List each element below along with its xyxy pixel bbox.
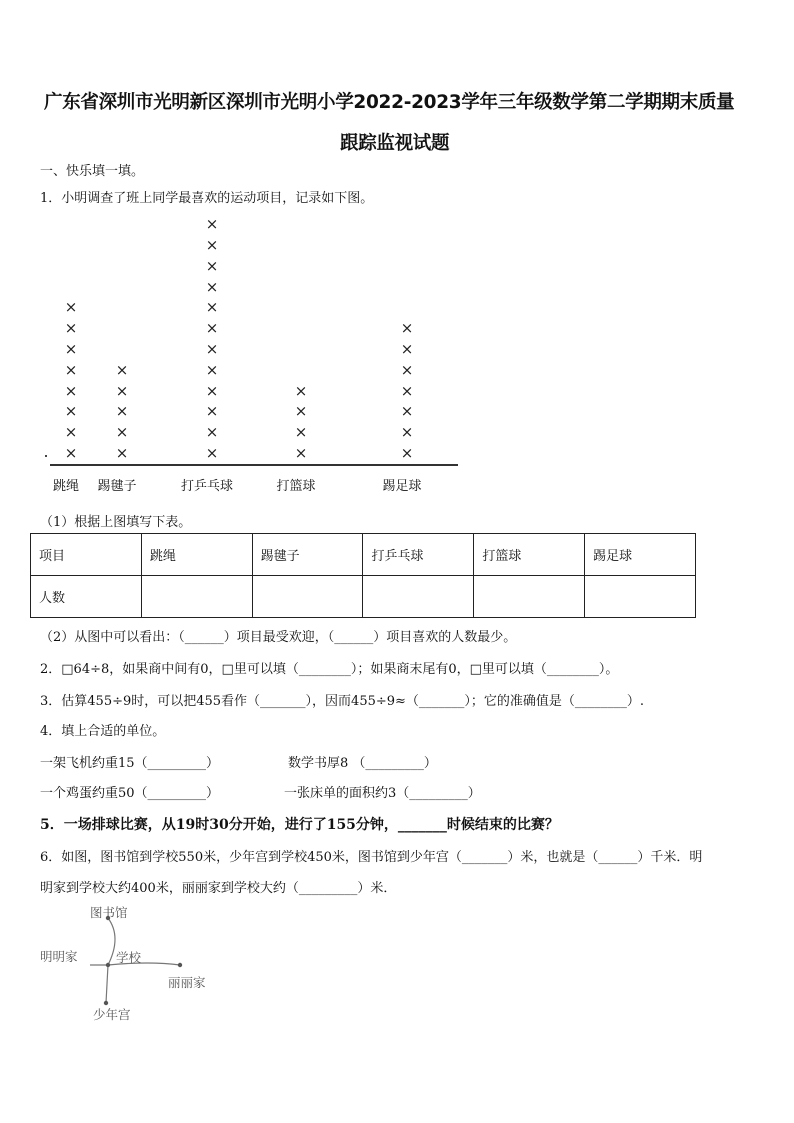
pictograph-mark: × xyxy=(205,444,219,462)
section-heading: 一、快乐填一填。 xyxy=(40,164,145,179)
table-row xyxy=(31,576,696,618)
school-point xyxy=(106,963,110,967)
question-2-text: 2．□64÷8，如果商中间有0，□里可以填（________）；如果商末尾有0，□里可以填（________）。 xyxy=(40,662,619,677)
pictograph-mark: × xyxy=(205,423,219,442)
route-school-youth-palace xyxy=(106,965,108,1003)
pictograph-mark: × xyxy=(205,277,219,296)
pictograph-mark: × xyxy=(294,423,308,442)
question-3-text: 3．估算455÷9时，可以把455看作（_______），因而455÷9≈（_______）；它的准确值是（________）. xyxy=(40,694,645,709)
pictograph-mark: × xyxy=(205,402,219,421)
pictograph-mark: × xyxy=(400,423,414,442)
pictograph-mark: × xyxy=(400,319,414,338)
pictograph-mark: × xyxy=(64,319,78,338)
question-4-d: 一张床单的面积约3（_________） xyxy=(284,786,481,801)
pictograph-mark: × xyxy=(294,381,308,400)
table-header-cell: 打篮球 xyxy=(474,534,585,576)
table-header-cell: 踢毽子 xyxy=(252,534,363,576)
table-input-cell[interactable] xyxy=(141,576,252,618)
table-header-cell: 打乒乓球 xyxy=(363,534,474,576)
question-1-text: 1．小明调查了班上同学最喜欢的运动项目，记录如下图。 xyxy=(40,191,374,206)
table-header-cell: 跳绳 xyxy=(141,534,252,576)
pictograph-mark: × xyxy=(205,381,219,400)
map-label-lili: 丽丽家 xyxy=(168,975,206,990)
map-label-school: 学校 xyxy=(116,950,142,965)
question-5-text: 5．一场排球比赛，从19时30分开始，进行了155分钟，_______时候结束的比赛？ xyxy=(40,817,559,833)
route-library-school xyxy=(108,918,115,965)
table-header-cell: 踢足球 xyxy=(585,534,696,576)
pictograph-category-label: 跳绳 xyxy=(52,479,80,494)
question-4-c: 一个鸡蛋约重50（_________） xyxy=(40,786,220,801)
question-6-line2: 明家到学校大约400米，丽丽家到学校大约（_________）米． xyxy=(40,881,397,896)
question-4-text: 4．填上合适的单位。 xyxy=(40,724,166,739)
question-1-sub1: （1）根据上图填写下表。 xyxy=(40,515,192,530)
map-label-mingming: 明明家 xyxy=(40,949,78,964)
pictograph-mark: × xyxy=(64,444,78,462)
question-1-sub2: （2）从图中可以看出：（______）项目最受欢迎，（______）项目喜欢的人数最少。 xyxy=(40,630,517,645)
pictograph-mark: × xyxy=(64,340,78,358)
pictograph-baseline xyxy=(50,464,458,466)
pictograph-mark: × xyxy=(400,444,414,462)
pictograph-category-label: 踢足球 xyxy=(382,479,422,494)
pictograph-category-label: 踢毽子 xyxy=(97,479,137,494)
page-title-line2: 跟踪监视试题 xyxy=(340,133,450,154)
pictograph-mark: × xyxy=(294,402,308,421)
table-row-label: 人数 xyxy=(31,576,142,618)
pictograph-mark: × xyxy=(205,236,219,254)
table-input-cell[interactable] xyxy=(363,576,474,618)
pictograph-mark: × xyxy=(115,381,129,400)
pictograph-mark: × xyxy=(64,402,78,421)
lili-point xyxy=(178,963,182,967)
map-label-youth-palace: 少年宫 xyxy=(93,1007,131,1022)
page-title-line1: 广东省深圳市光明新区深圳市光明小学2022-2023学年三年级数学第二学期期末质量 xyxy=(44,92,735,113)
fill-table xyxy=(30,533,696,618)
question-4-b: 数学书厚8 （_________） xyxy=(288,756,437,771)
table-input-cell[interactable] xyxy=(474,576,585,618)
table-header-row xyxy=(31,534,696,576)
pictograph-mark: × xyxy=(294,444,308,462)
pictograph-mark: × xyxy=(115,360,129,379)
pictograph-mark: × xyxy=(115,444,129,462)
pictograph-mark: × xyxy=(205,319,219,338)
pictograph-dot xyxy=(45,455,47,457)
table-input-cell[interactable] xyxy=(585,576,696,618)
pictograph-mark: × xyxy=(64,298,78,317)
pictograph-mark: × xyxy=(64,423,78,442)
pictograph-mark: × xyxy=(400,340,414,358)
pictograph-category-label: 打乒乓球 xyxy=(180,479,234,494)
pictograph-mark: × xyxy=(205,215,219,234)
pictograph-mark: × xyxy=(205,256,219,275)
pictograph-mark: × xyxy=(205,298,219,317)
pictograph-chart xyxy=(0,0,794,500)
map-label-library: 图书馆 xyxy=(90,905,128,920)
question-6-line1: 6．如图，图书馆到学校550米，少年宫到学校450米，图书馆到少年宫（_______）米，也就是（______）千米．明 xyxy=(40,850,703,865)
pictograph-mark: × xyxy=(400,360,414,379)
pictograph-category-label: 打篮球 xyxy=(276,479,316,494)
question-4-a: 一架飞机约重15（_________） xyxy=(40,756,220,771)
pictograph-mark: × xyxy=(400,381,414,400)
table-header-cell: 项目 xyxy=(31,534,142,576)
table-input-cell[interactable] xyxy=(252,576,363,618)
pictograph-mark: × xyxy=(64,381,78,400)
pictograph-mark: × xyxy=(64,360,78,379)
pictograph-mark: × xyxy=(115,402,129,421)
pictograph-mark: × xyxy=(115,423,129,442)
pictograph-mark: × xyxy=(205,340,219,358)
pictograph-mark: × xyxy=(400,402,414,421)
pictograph-mark: × xyxy=(205,360,219,379)
